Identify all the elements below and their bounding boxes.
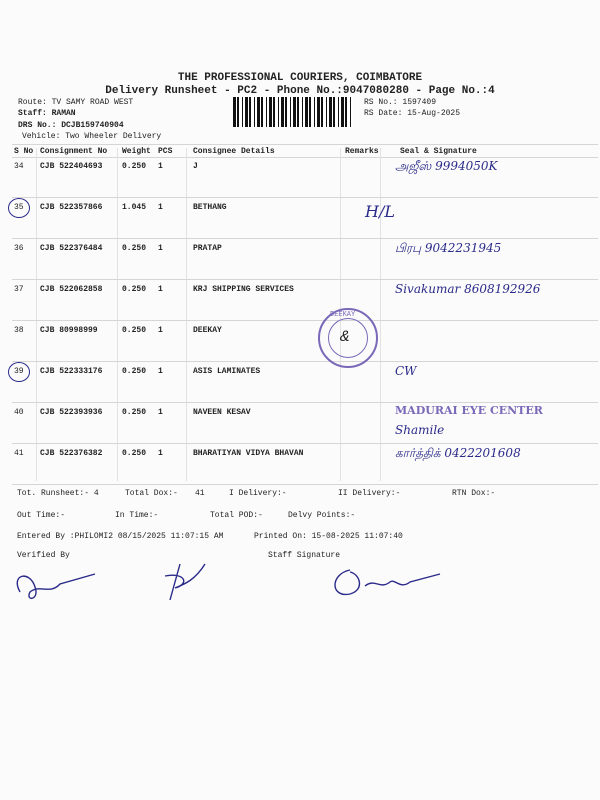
cell-pcs: 1 xyxy=(158,203,163,212)
total-dox-value: 41 xyxy=(195,489,205,498)
cell-consignee: NAVEEN KESAV xyxy=(193,408,251,417)
entered-by: Entered By :PHILOMI2 08/15/2025 11:07:15 AM xyxy=(17,532,224,541)
handwritten-signature: அஜீஸ் 9994050K xyxy=(395,159,498,173)
cell-cno: CJB 80998999 xyxy=(40,326,98,335)
cell-weight: 0.250 xyxy=(122,326,147,335)
cell-sno: 38 xyxy=(14,326,24,335)
column-header: Remarks xyxy=(345,147,379,156)
column-header: Consignment No xyxy=(40,147,108,156)
table-row xyxy=(0,362,600,403)
cell-cno: CJB 522333176 xyxy=(40,367,103,376)
cell-consignee: BETHANG xyxy=(193,203,227,212)
cell-pcs: 1 xyxy=(158,408,163,417)
handwritten-signature: கார்த்திக் 0422201608 xyxy=(395,446,521,460)
cell-sno: 41 xyxy=(14,449,24,458)
handwritten-signature: Shamile xyxy=(395,423,445,437)
table-row xyxy=(0,280,600,321)
table-row xyxy=(0,157,600,198)
cell-cno: CJB 522393936 xyxy=(40,408,103,417)
cell-sno: 36 xyxy=(14,244,24,253)
handwritten-signature: பிரபு 9042231945 xyxy=(395,241,502,255)
tot-runsheet: Tot. Runsheet:- 4 xyxy=(17,489,99,498)
rs-no: RS No.: 1597409 xyxy=(364,98,437,107)
cell-cno: CJB 522376484 xyxy=(40,244,103,253)
route: Route: TV SAMY ROAD WEST xyxy=(18,98,134,107)
cell-pcs: 1 xyxy=(158,285,163,294)
cell-pcs: 1 xyxy=(158,449,163,458)
column-header: Seal & Signature xyxy=(400,147,477,156)
cell-consignee: PRATAP xyxy=(193,244,222,253)
verified-by: Verified By xyxy=(17,551,70,560)
column-header: S No xyxy=(14,147,34,156)
cell-cno: CJB 522404693 xyxy=(40,162,103,171)
cell-cno: CJB 522062858 xyxy=(40,285,103,294)
i-delivery: I Delivery:- xyxy=(229,489,287,498)
cell-cno: CJB 522376382 xyxy=(40,449,103,458)
cell-sno: 40 xyxy=(14,408,24,417)
cell-sno: 35 xyxy=(14,203,24,212)
cell-cno: CJB 522357866 xyxy=(40,203,103,212)
out-time: Out Time:- xyxy=(17,511,66,520)
cell-weight: 0.250 xyxy=(122,449,147,458)
total-pod: Total POD:- xyxy=(210,511,263,520)
handwritten-signature: CW xyxy=(395,364,417,378)
column-header: PCS xyxy=(158,147,173,156)
cell-weight: 0.250 xyxy=(122,244,147,253)
printed-on: Printed On: 15-08-2025 11:07:40 xyxy=(254,532,403,541)
table-row xyxy=(0,321,600,362)
cell-pcs: 1 xyxy=(158,326,163,335)
cell-pcs: 1 xyxy=(158,367,163,376)
cell-weight: 0.250 xyxy=(122,367,147,376)
cell-pcs: 1 xyxy=(158,244,163,253)
circle-mark xyxy=(8,198,30,218)
table-row xyxy=(0,239,600,280)
cell-weight: 1.045 xyxy=(122,203,147,212)
cell-weight: 0.250 xyxy=(122,162,147,171)
rtn-dox: RTN Dox:- xyxy=(452,489,496,498)
drs-no: DRS No.: DCJB159740904 xyxy=(18,121,124,130)
cell-consignee: KRJ SHIPPING SERVICES xyxy=(193,285,294,294)
cell-consignee: DEEKAY xyxy=(193,326,222,335)
cell-sno: 34 xyxy=(14,162,24,171)
deekay-stamp: DEEKAY & xyxy=(318,308,378,368)
footer-signatures xyxy=(0,562,600,602)
handwritten-signature: H/L xyxy=(365,202,395,221)
staff: Staff: RAMAN xyxy=(18,109,76,118)
runsheet-subtitle: Delivery Runsheet - PC2 - Phone No.:9047080280 - Page No.:4 xyxy=(105,85,495,97)
cell-weight: 0.250 xyxy=(122,285,147,294)
cell-consignee: ASIS LAMINATES xyxy=(193,367,261,376)
cell-sno: 39 xyxy=(14,367,24,376)
table-row xyxy=(0,198,600,239)
ii-delivery: II Delivery:- xyxy=(338,489,401,498)
cell-sno: 37 xyxy=(14,285,24,294)
table-header xyxy=(0,147,600,157)
staff-signature-label: Staff Signature xyxy=(268,551,341,560)
circle-mark xyxy=(8,362,30,382)
in-time: In Time:- xyxy=(115,511,159,520)
cell-consignee: BHARATIYAN VIDYA BHAVAN xyxy=(193,449,304,458)
handwritten-signature: Sivakumar 8608192926 xyxy=(395,282,541,296)
madurai-stamp: MADURAI EYE CENTER xyxy=(395,404,543,417)
rs-date: RS Date: 15-Aug-2025 xyxy=(364,109,461,118)
cell-weight: 0.250 xyxy=(122,408,147,417)
table-row xyxy=(0,444,600,485)
cell-pcs: 1 xyxy=(158,162,163,171)
vehicle: Vehicle: Two Wheeler Delivery xyxy=(22,132,162,141)
total-dox: Total Dox:- xyxy=(125,489,178,498)
delvy-points: Delvy Points:- xyxy=(288,511,356,520)
column-header: Consignee Details xyxy=(193,147,275,156)
barcode xyxy=(233,97,356,127)
cell-consignee: J xyxy=(193,162,198,171)
column-header: Weight xyxy=(122,147,151,156)
company-title: THE PROFESSIONAL COURIERS, COIMBATORE xyxy=(177,72,423,84)
